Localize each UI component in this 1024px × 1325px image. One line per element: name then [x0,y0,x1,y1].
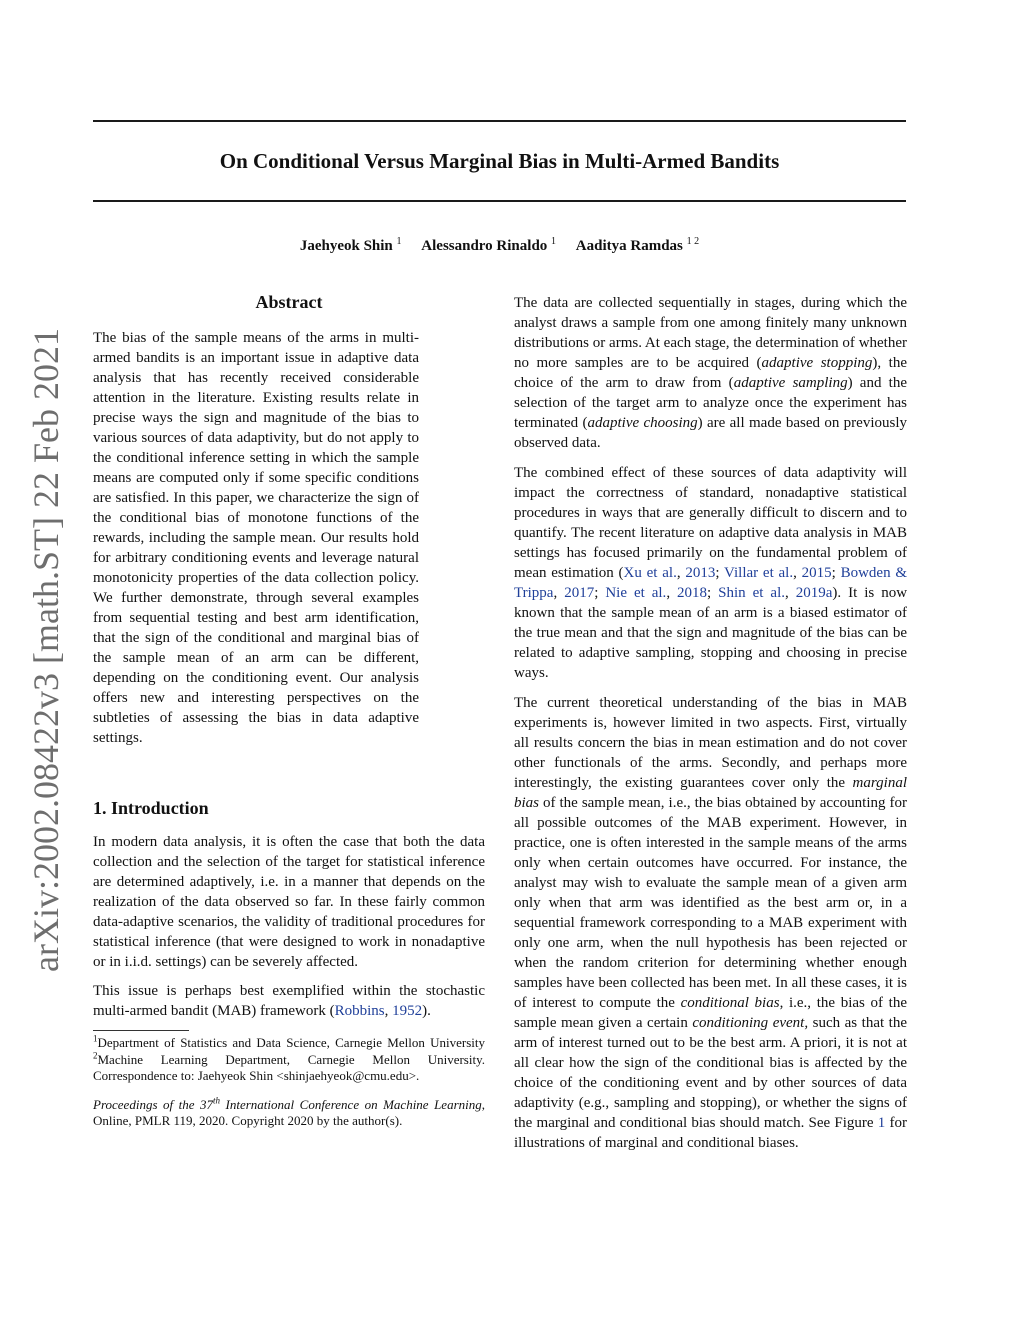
citation-link[interactable]: Xu et al. [623,565,677,581]
figure-reference-link[interactable]: 1 [877,1115,886,1131]
author-list [93,236,906,256]
section-heading-introduction: 1. Introduction [93,798,209,818]
author [300,238,402,254]
citation-link[interactable]: Nie et al. [605,585,667,601]
author-name: Jaehyeok Shin [299,238,393,254]
arxiv-identifier: arXiv:2002.08422v3 [math.ST] 22 Feb 2021 [26,328,67,972]
author-name: Aaditya Ramdas [575,238,683,254]
author [421,238,556,254]
abstract-heading: Abstract [255,292,323,312]
footnote-rule [93,1030,189,1031]
citation-year-link[interactable]: 2019a [795,585,833,601]
body-paragraph-3: The current theoretical understanding of the bias in MAB experiments is, however limited in two aspects. First, virtually all results concern the bias in mean estimation and do not cover other functionals of the arms. Secondly, and perhaps more interestingly, the existing guarantees cover only the marginal bias of the sample mean, i.e., the bias obtained by accounting for all possible outcomes of the MAB experiment. However, in practice, one is often interested in the sample means of the arms only when certain outcomes have occurred. For instance, the analyst may wish to evaluate the sample mean of a given arm only when that arm was identified as the best arm or, in a sequential framework corresponding to a MAB experiment with only one arm, when the null hypothesis has been rejected or when the random criterion for determining whether enough samples have been collected has been met. In all these cases, it is of interest to compute the conditional bias, i.e., the bias of the sample mean given a certain conditioning event, such as that the arm of interest turned out to be the best arm. A priori, it is not at all clear how the sign of the conditional bias is affected by the choice of the conditioning event and by other sources of data adaptivity (e.g., sampling and stopping), or whether the signs of the marginal and conditional bias should match. See Figure 1 for illustrations of marginal and conditional biases. [514,695,907,1151]
citation-link[interactable]: Bowden & Trippa [514,565,908,601]
body-paragraph-2: The combined effect of these sources of data adaptivity will impact the correctness of standard, nonadaptive statistical procedures in ways that are generally difficult to discern and to quantify. The recent literature on adaptive data analysis in MAB settings has focused primarily on the fundamental problem of mean estimation (Xu et al., 2013; Villar et al., 2015; Bowden & Trippa, 2017; Nie et al., 2018; Shin et al., 2019a). It is now known that the sample mean of an arm is a biased estimator of the true mean and that the sign and magnitude of the bias can be related to adaptive sampling, stopping and choosing in precise ways. [514,465,908,681]
body-paragraph-1: The data are collected sequentially in stages, during which the analyst draws a sample from one among finitely many unknown distributions or arms. At each stage, the determination of whether no more samples are to be acquired (adaptive stopping), the choice of the arm to draw from (adaptive sampling) and the selection of the target arm to analyze once the experiment has terminated (adaptive choosing) are all made based on previously observed data. [514,295,908,451]
title-rule-bottom [93,200,906,202]
paper-title: On Conditional Versus Marginal Bias in Multi-Armed Bandits [219,149,780,173]
abstract-text: The bias of the sample means of the arms in multi-armed bandits is an important issue in adaptive data analysis that has recently received considerable attention in the literature. Existing results relate in precise ways the sign and magnitude of the bias to various sources of data adaptivity, but do not apply to the conditional inference setting in which the sample means are computed only if some specific conditions are satisfied. In this paper, we characterize the sign of the conditional bias of monotone functions of the rewards, including the sample mean. Our results hold for arbitrary conditioning events and leverage natural monotonicity properties of the data collection policy. We further demonstrate, through several examples from sequential testing and best arm identification, that the sign of the conditional and marginal bias of the sample mean of an arm can be different, depending on the conditioning event. Our analysis offers new and interesting perspectives on the subtleties of assessing the bias in data adaptive settings. [93,330,419,746]
arxiv-stamp [16,328,76,972]
citation-year-link[interactable]: 2013 [685,565,716,581]
intro-paragraph-2: This issue is perhaps best exemplified within the stochastic multi-armed bandit (MAB) framework (Robbins, 1952). [93,983,485,1019]
citation-year-link[interactable]: 2015 [801,565,832,581]
author-affiliation: 1 2 [686,236,700,247]
author-affiliation: 1 [396,236,402,247]
title-rule-top [93,120,906,122]
citation-link[interactable]: Shin et al. [718,585,786,601]
citation-link[interactable]: Robbins [334,1003,385,1019]
citation-year-link[interactable]: 1952 [392,1003,423,1019]
citation-year-link[interactable]: 2018 [677,585,708,601]
intro-paragraph-1: In modern data analysis, it is often the case that both the data collection and the selection of the target for statistical inference are determined adaptively, i.e. in a manner that depends on the realization of the data observed so far. In these fairly common data-adaptive scenarios, the validity of traditional procedures for statistical inference (that were designed to work in nonadaptive or in i.i.d. settings) can be severely affected. [93,834,485,970]
proceedings-note: Proceedings of the 37th International Conference on Machine Learning, Online, PMLR 119, 2020. Copyright 2020 by the author(s). [93,1095,485,1128]
author [576,238,699,254]
author-name: Alessandro Rinaldo [421,238,548,254]
left-column [93,290,485,1130]
author-affiliation: 1 [551,236,557,247]
citation-link[interactable]: Villar et al. [724,565,794,581]
citation-year-link[interactable]: 2017 [564,585,595,601]
affiliation-footnote: $^1$Department of Statistics and Data Science, Carnegie Mellon University $^2$Machine Learning Department, Carnegie Mellon University. Correspondence to: Jaehyeok Shin <shinjaehyeok@cmu.edu>. [93,1033,485,1083]
right-column [514,293,907,1163]
